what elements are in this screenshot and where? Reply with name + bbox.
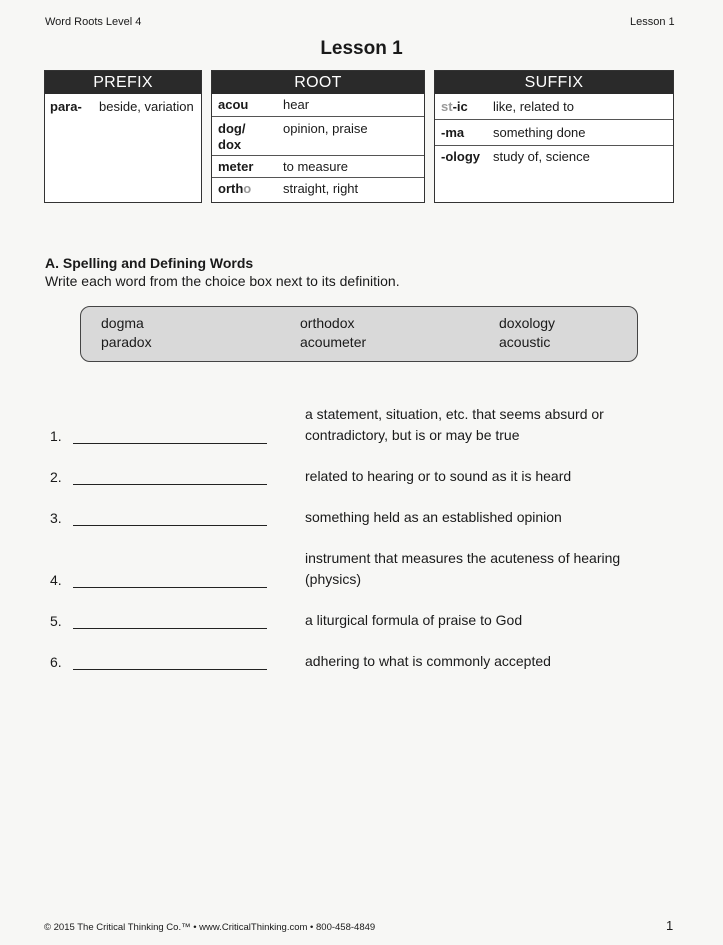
choice-word: dogma (101, 315, 144, 331)
answer-line[interactable] (73, 525, 267, 526)
question-definition: something held as an established opinion (305, 509, 562, 525)
section-title: A. Spelling and Defining Words (45, 255, 254, 271)
question-number: 2. (50, 469, 62, 485)
root-term: meter (218, 159, 254, 174)
question-definition: a liturgical formula of praise to God (305, 612, 523, 628)
prefix-row (45, 94, 201, 154)
choice-word: orthodox (300, 315, 355, 331)
suffix-row (435, 146, 673, 196)
question-number: 6. (50, 654, 62, 670)
question-number: 3. (50, 510, 62, 526)
suffix-row (435, 120, 673, 146)
question-number: 5. (50, 613, 62, 629)
root-row (212, 156, 424, 178)
suffix-definition: something done (493, 125, 586, 140)
prefix-box (44, 70, 202, 203)
answer-line[interactable] (73, 628, 267, 629)
header-lesson-label: Lesson 1 (630, 16, 675, 28)
header-series-title: Word Roots Level 4 (45, 16, 142, 28)
page-number: 1 (666, 918, 674, 933)
answer-line[interactable] (73, 484, 267, 485)
question-definition: instrument that measures the acuteness of hearing (physics) (305, 550, 621, 587)
root-term: dog/ dox (218, 121, 246, 152)
question-definition: related to hearing or to sound as it is heard (305, 468, 572, 484)
root-definition: straight, right (283, 181, 359, 196)
root-definition: to measure (283, 159, 349, 174)
answer-line[interactable] (73, 443, 267, 444)
root-row (212, 117, 424, 156)
suffix-row (435, 94, 673, 120)
root-term: ortho (218, 181, 252, 196)
suffix-term: -ology (441, 149, 480, 164)
choice-word: acoumeter (300, 334, 367, 350)
prefix-heading: PREFIX (45, 71, 201, 94)
choice-word: doxology (499, 315, 556, 331)
page-title: Lesson 1 (320, 38, 403, 59)
prefix-definition: beside, variation (99, 99, 194, 114)
suffix-term: st-ic (441, 99, 468, 114)
suffix-definition: like, related to (493, 99, 574, 114)
root-row (212, 178, 424, 199)
root-term: acou (218, 97, 249, 112)
section-instructions: Write each word from the choice box next to its definition. (45, 273, 400, 289)
root-definition: hear (283, 97, 310, 112)
prefix-term: para- (50, 99, 82, 114)
root-box (211, 70, 425, 203)
question-number: 4. (50, 572, 62, 588)
footer-copyright: © 2015 The Critical Thinking Co.™ • www.CriticalThinking.com • 800-458-4849 (44, 922, 376, 933)
root-heading: ROOT (212, 71, 424, 94)
question-definition: adhering to what is commonly accepted (305, 653, 551, 669)
question-number: 1. (50, 428, 62, 444)
suffix-box (434, 70, 674, 203)
suffix-heading: SUFFIX (435, 71, 673, 94)
question-definition: a statement, situation, etc. that seems absurd or contradictory, but is or may be true (305, 406, 604, 443)
root-row (212, 94, 424, 117)
choice-word: acoustic (499, 334, 551, 350)
root-definition: opinion, praise (283, 121, 368, 136)
choice-box (80, 306, 638, 362)
suffix-definition: study of, science (493, 149, 590, 164)
suffix-term: -ma (441, 125, 465, 140)
answer-line[interactable] (73, 669, 267, 670)
answer-line[interactable] (73, 587, 267, 588)
choice-word: paradox (101, 334, 152, 350)
